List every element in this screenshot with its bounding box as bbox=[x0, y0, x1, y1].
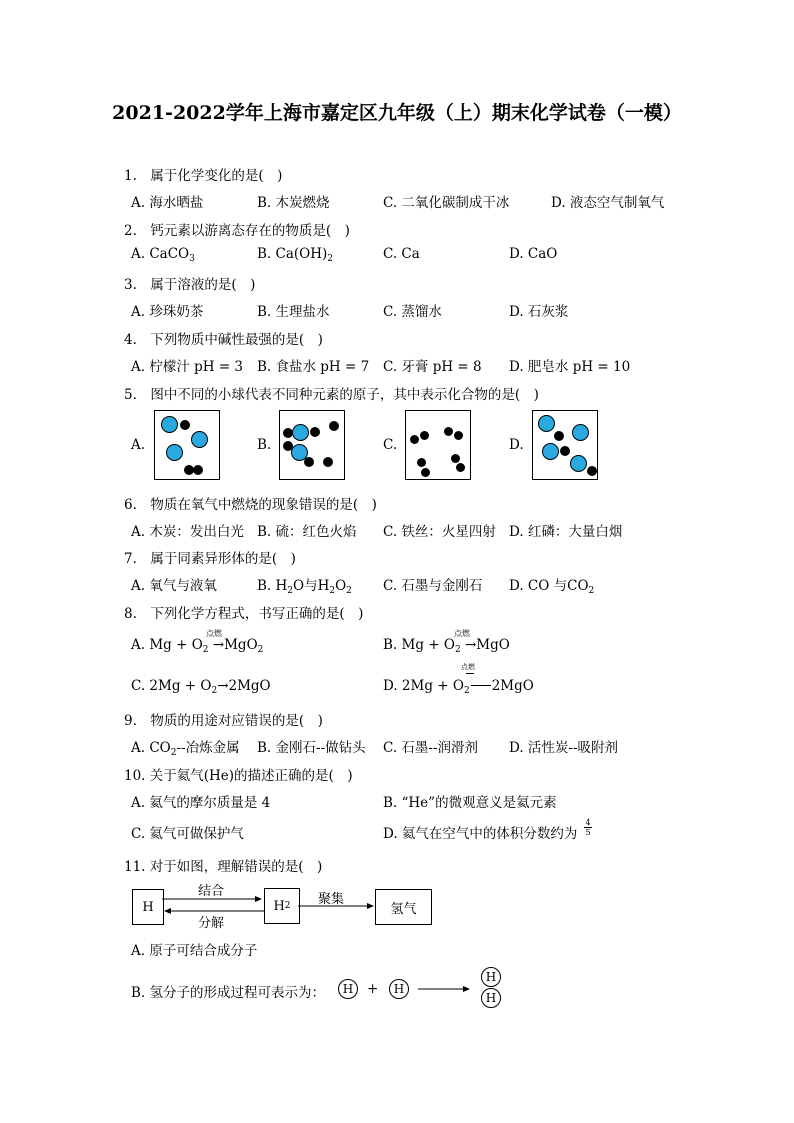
flow-box-h-atom: H bbox=[132, 889, 164, 925]
flow-label-decompose: 分解 bbox=[198, 916, 225, 931]
question-1-option-b: B. 木炭燃烧 bbox=[257, 195, 330, 211]
question-2-option-c: C. Ca bbox=[383, 246, 420, 262]
question-8-stem: 8. 下列化学方程式，书写正确的是( ) bbox=[124, 606, 364, 622]
question-9-option-a: A. $CO_2--$冶炼金属 bbox=[131, 740, 240, 758]
question-6-stem: 6. 物质在氧气中燃烧的现象错误的是( ) bbox=[124, 497, 377, 513]
question-6-option-c: C. 铁丝：火星四射 bbox=[383, 524, 496, 540]
reaction-condition-d: 点燃 bbox=[461, 663, 475, 671]
question-7-option-d: D. CO 与$CO_2$ bbox=[509, 578, 595, 596]
question-5-option-a-label: A. bbox=[131, 437, 146, 453]
hydrogen-atom-1: H bbox=[338, 979, 358, 999]
question-11-option-a: A. 原子可结合成分子 bbox=[131, 943, 258, 959]
question-11-stem: 11. 对于如图，理解错误的是( ) bbox=[124, 859, 323, 875]
flow-box-h2-molecule: H 2 bbox=[264, 888, 300, 924]
question-7-option-b: B. $H_2O$与$H_2O_2$ bbox=[257, 578, 352, 596]
question-3-stem: 3. 属于溶液的是( ) bbox=[124, 277, 256, 293]
question-5-stem: 5. 图中不同的小球代表不同种元素的原子，其中表示化合物的是( ) bbox=[124, 387, 539, 403]
hydrogen-molecule-atom-bottom: H bbox=[481, 988, 501, 1008]
question-1-option-c: C. 二氧化碳制成干冰 bbox=[383, 195, 510, 211]
question-4-stem: 4. 下列物质中碱性最强的是( ) bbox=[124, 332, 323, 348]
fraction-numerator: 4 bbox=[585, 818, 591, 827]
question-2-option-b: B. $Ca(OH)_2$ bbox=[257, 246, 333, 264]
question-6-option-a: A. 木炭：发出白光 bbox=[131, 524, 244, 540]
reaction-condition-b: 点燃 bbox=[454, 629, 470, 638]
flow-label-combine: 结合 bbox=[198, 884, 225, 899]
question-8-option-d: D. $2Mg + O_2$ 2MgO bbox=[383, 678, 534, 696]
question-10-option-a: A. 氦气的摩尔质量是 4 bbox=[131, 795, 271, 811]
question-3-option-a: A. 珍珠奶茶 bbox=[131, 304, 204, 320]
question-8-option-b: B. $Mg + O_2 \to MgO$ bbox=[383, 637, 510, 655]
question-6-option-b: B. 硫：红色火焰 bbox=[257, 524, 357, 540]
question-7-stem: 7. 属于同素异形体的是( ) bbox=[124, 551, 296, 567]
question-2-option-d: D. CaO bbox=[509, 246, 558, 262]
question-4-option-d: D. 肥皂水 pH = 10 bbox=[509, 359, 631, 375]
question-4-option-c: C. 牙膏 pH = 8 bbox=[383, 359, 482, 375]
question-2-option-a: A. CaCO$_3$ bbox=[131, 246, 195, 264]
question-10-option-c: C. 氦气可做保护气 bbox=[131, 826, 244, 842]
question-9-stem: 9. 物质的用途对应错误的是( ) bbox=[124, 713, 323, 729]
flow-label-gather: 聚集 bbox=[318, 892, 345, 907]
question-11-option-b: B. 氢分子的形成过程可表示为： bbox=[131, 985, 326, 1001]
question-9-option-d: D. 活性炭--吸附剂 bbox=[509, 740, 619, 756]
question-3-option-b: B. 生理盐水 bbox=[257, 304, 330, 320]
plus-sign: + bbox=[367, 981, 379, 997]
question-3-option-c: C. 蒸馏水 bbox=[383, 304, 442, 320]
question-1-option-a: A. 海水晒盐 bbox=[131, 195, 204, 211]
question-1-stem: 1. 属于化学变化的是( ) bbox=[124, 168, 283, 184]
question-6-option-d: D. 红磷：大量白烟 bbox=[509, 524, 623, 540]
question-7-option-c: C. 石墨与金刚石 bbox=[383, 578, 483, 594]
fraction-denominator: 5 bbox=[585, 828, 591, 837]
question-4-option-a: A. 柠檬汁 pH = 3 bbox=[131, 359, 244, 375]
question-5-option-c-label: C. bbox=[383, 437, 398, 453]
question-3-option-d: D. 石灰浆 bbox=[509, 304, 569, 320]
question-8-option-a: A. $Mg + O_2 \to MgO_2$ bbox=[131, 637, 264, 655]
reaction-condition-a: 点燃 bbox=[206, 629, 222, 638]
question-7-option-a: A. 氧气与液氧 bbox=[131, 578, 217, 594]
question-8-option-c: C. $2Mg + O_2\to 2MgO$ bbox=[131, 678, 271, 696]
hydrogen-molecule-atom-top: H bbox=[481, 967, 501, 987]
question-5-option-d-label: D. bbox=[509, 437, 524, 453]
hydrogen-atom-2: H bbox=[389, 979, 409, 999]
question-9-option-c: C. 石墨--润滑剂 bbox=[383, 740, 479, 756]
question-5-option-b-label: B. bbox=[257, 437, 272, 453]
question-2-stem: 2. 钙元素以游离态存在的物质是( ) bbox=[124, 223, 350, 239]
page-title: 2021-2022学年上海市嘉定区九年级（上）期末化学试卷（一模） bbox=[112, 102, 682, 124]
question-10-stem: 10. 关于氦气(He)的描述正确的是( ) bbox=[124, 768, 353, 784]
question-9-option-b: B. 金刚石--做钻头 bbox=[257, 740, 366, 756]
question-1-option-d: D. 液态空气制氧气 bbox=[551, 195, 665, 211]
question-4-option-b: B. 食盐水 pH = 7 bbox=[257, 359, 370, 375]
question-10-option-d: D. 氦气在空气中的体积分数约为 bbox=[383, 826, 578, 842]
question-10-option-b: B. “He”的微观意义是氦元素 bbox=[383, 795, 557, 811]
flow-box-hydrogen-gas: 氢气 bbox=[375, 889, 432, 925]
